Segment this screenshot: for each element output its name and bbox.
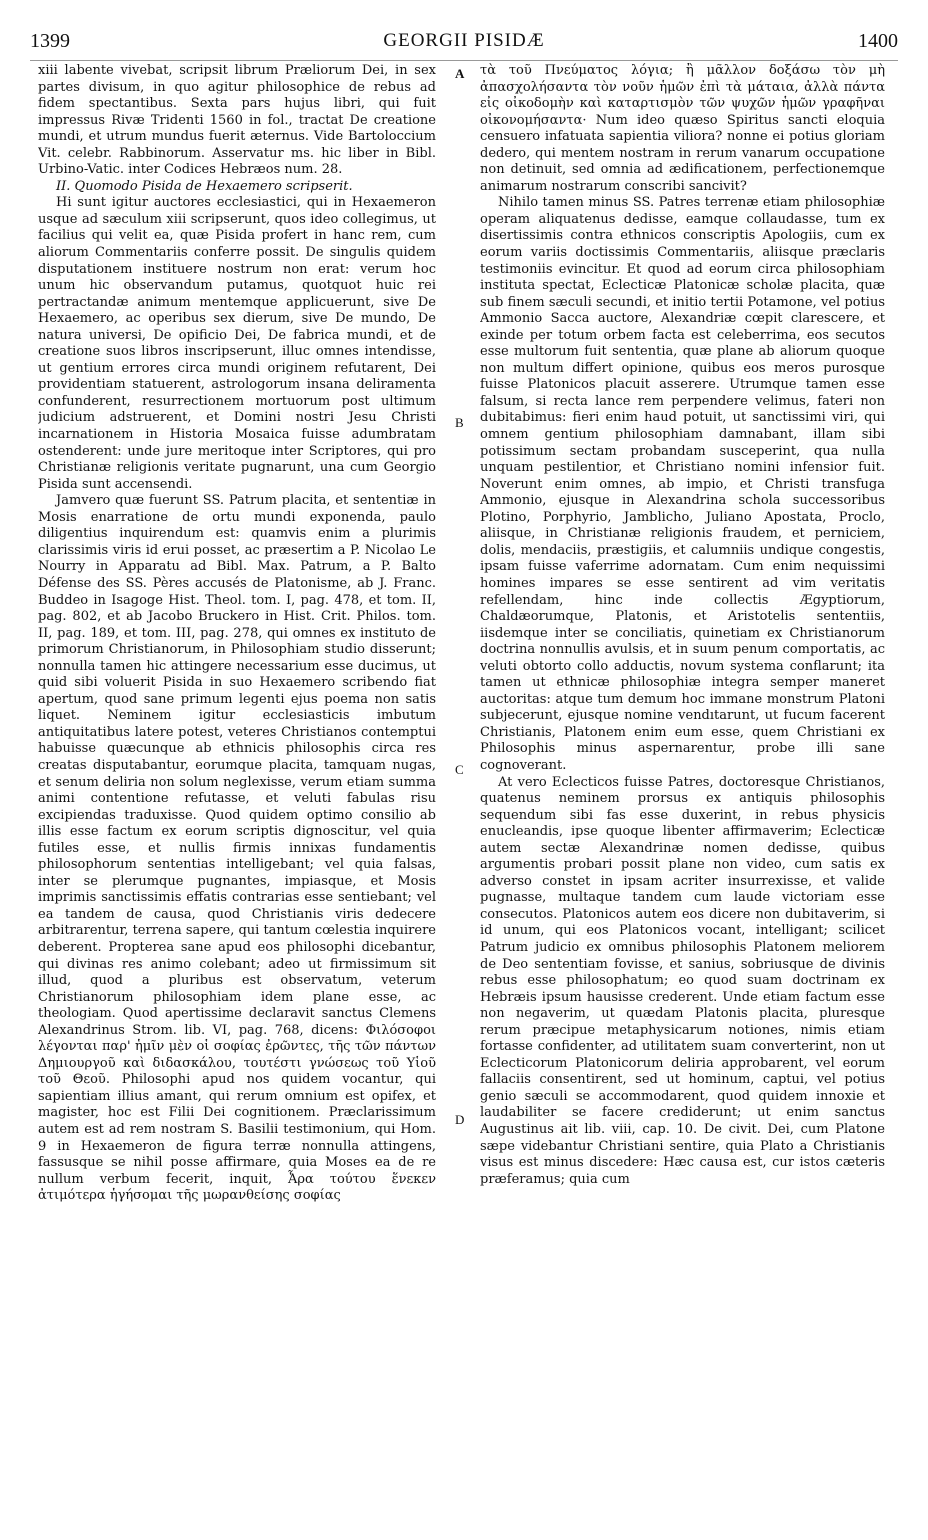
page-header (30, 30, 898, 56)
right-column (480, 63, 885, 1523)
paragraph: At vero Eclecticos fuisse Patres, doctoresque Christianos, quatenus neminem prorsus ex antiquis philosophis sequendum sibi fas esse duxerint, in rebus physicis enucleandis, ipse quoque libenter affirmaverim; Eclecticæ autem sectæ Alexandrinæ nomen dedisse, quibus argumentis probari possit plane non video, cum satis ex adverso constet in ipsam acriter insurrexisse, et valide pugnasse, multaque tandem cum laude victoriam esse consecutos. Platonicos autem eos dicere non dubitaverim, si id unum, qui eos Platonicos vocant, intelligant; scilicet Patrum judicio ex omnibus philosophis Platonem meliorem de Deo sententiam fovisse, et sanius, sobriusque de divinis rebus esse philosophatum; eo quod suam doctrinam ex Hebræis ipsum hausisse crederent. Unde etiam factum esse non negaverim, ut quædam Platonis placita, pluresque rerum præcipue metaphysicarum notiones, nimis etiam fortasse confidenter, ad utilitatem suam converterint, non ut Eclecticorum Platonicorum deliria approbarent, vel eorum fallaciis consentirent, sed ut hominum, captui, vel potius genio sæculi se accommodarent, quod quidem innoxie et laudabiliter se facere crediderunt; ut enim sanctus Augustinus ait lib. viii, cap. 10. De civit. Dei, cum Platone sæpe videbantur Christiani sentire, quia Plato a Christianis visus est minus discedere: Hæc causa est, cur istos cæteris præferamus; quia cum (480, 774, 885, 1187)
paragraph: Nihilo tamen minus SS. Patres terrenæ etiam philosophiæ operam aliquatenus dedisse, eamque collaudasse, tum ex disertissimis contra ethnicos conscriptis Apologiis, cum ex eorum variis doctissimis Commentariis, aliisque præclaris testimoniis evincitur. Et quod ad eorum circa philosophiam instituta spectat, Eclecticæ Platonicæ scholæ placita, quæ sub finem sæculi secundi, et initio tertii Potamone, vel potius Ammonio Sacca auctore, Alexandriæ cœpit clarescere, et exinde per totum orbem facta est celeberrima, eos secutos esse multorum fuit sententia, quæ plane ab aliorum quoque non multum differt opinione, quibus eos meros purosque fuisse Platonicos placuit asserere. Utrumque tamen esse falsum, si recta lance rem perpendere velimus, fateri non dubitabimus: fieri enim haud potuit, ut sanctissimi viri, qui omnem gentium philosophiam damnabant, illam sibi potissimum sectam probandam susceperint, qua nulla unquam pestilentior, et Christiano nomini infensior fuit. Noverunt enim omnes, ab impio, et Christi transfuga Ammonio, ejusque in Alexandrina schola successoribus Plotino, Porphyrio, Jamblicho, Juliano Apostata, Proclo, aliisque, in Christianæ religionis fraudem, et perniciem, dolis, mendaciis, præstigiis, et calumniis undique congestis, ipsam fuisse vaferrime adornatam. Cum enim nequissimi homines impares se esse sentirent ad vim veritatis refellendam, hinc inde collectis Ægyptiorum, Chaldæorumque, Platonis, et Aristotelis sententiis, iisdemque inter se conciliatis, quinetiam ex Christianorum doctrina nonnullis avulsis, et in suum penum comportatis, ac veluti obtorto collo adductis, novum systema conflarunt; ita tamen ut ethnicæ philosophiæ integra semper maneret auctoritas: atque tum demum hoc immane monstrum Platoni subjecerunt, ejusque nomine vendıtarunt, ut fucum facerent Christianis, Platonem enim eum esse, quem Christiani ex Philosophis minus aspernarentur, probe illi sane cognoverant. (480, 195, 885, 773)
margin-marker-c: C (455, 762, 464, 777)
running-title: GEORGII PISIDÆ (383, 30, 545, 51)
paragraph: Hi sunt igitur auctores ecclesiastici, qui in Hexaemeron usque ad sæculum xiii scripserunt, quos ideo collegimus, ut facilius qui velit ea, quæ Pisida profert in hanc rem, cum aliorum Commentariis conferre possit. De singulis quidem disputationem instituere nostrum non erat: verum hoc unum hic observandum putamus, quotquot huic rei pertractandæ animum mentemque applicuerunt, sive De Hexaemero, ac operibus sex dierum, sive De mundo, De natura universi, De opificio Dei, De fabrica mundi, et de creatione suos libros inscripserunt, illuc omnes intendisse, ut gentium errores circa mundi originem refutarent, Dei providentiam statuerent, astrologorum insana deliramenta confunderent, resurrectionem mortuorum post ultimum judicium adstruerent, et Domini nostri Jesu Christi incarnationem in Historia Mosaica fuisse adumbratam ostenderent: unde jure meritoque inter Scriptores, qui pro Christianæ religionis veritate pugnarunt, una cum Georgio Pisida sunt accensendi. (38, 195, 436, 492)
margin-marker-a: A (455, 66, 465, 81)
right-page-number: 1400 (858, 30, 898, 52)
margin-marker-b: B (455, 415, 464, 430)
margin-marker-d: D (455, 1112, 465, 1127)
header-rule (30, 60, 898, 61)
left-column (38, 63, 436, 1523)
section-heading: II. Quomodo Pisida de Hexaemero scripserit. (56, 178, 353, 194)
paragraph: xiii labente vivebat, scripsit librum Præliorum Dei, in sex partes divisum, in quo agitur philosophice de rebus ad fidem spectantibus. Sexta pars hujus libri, qui fuit impressus Rivæ Tridenti 1560 in fol., tractat De creatione mundi, et utrum mundus fuerit æternus. Vide Bartoloccium Vit. celebr. Rabbinorum. Asservatur ms. hic liber in Bibl. Urbino-Vatic. inter Codices Hebræos num. 28. (38, 63, 436, 178)
paragraph: τὰ τοῦ Πνεύματος λόγια; ἢ μᾶλλον δοξάσω τὸν μὴ ἀπασχολήσαντα τὸν νοῦν ἡμῶν ἐπὶ τὰ μάταια, ἀλλὰ πάντα εἰς οἰκοδομὴν καὶ καταρτισμὸν τῶν ψυχῶν ἡμῶν γραφῆναι οἰκονομήσαντα· Num ideo quæso Spiritus sancti eloquia censuero infatuata sapientia viliora? nonne ei potius gloriam dedero, qui mentem nostram in rerum vanarum occupatione non detinuit, sed omnia ad ædificationem, perfectionemque animarum nostrarum conscribi sancivit? (480, 63, 885, 194)
left-page-number: 1399 (30, 30, 70, 52)
paragraph: Jamvero quæ fuerunt SS. Patrum placita, et sententiæ in Mosis enarratione de ortu mundi exponenda, paulo diligentius inquirendum est: quamvis enim a plurimis clarissimis viris id erui posset, ac præsertim a P. Nicolao Le Nourry in Apparatu ad Bibl. Max. Patrum, a P. Balto Défense des SS. Pères accusés de Platonisme, ab J. Franc. Buddeo in Isagoge Hist. Theol. tom. I, pag. 478, et tom. II, pag. 802, et ab Jacobo Bruckero in Hist. Crit. Philos. tom. II, pag. 189, et tom. III, pag. 278, qui omnes ex instituto de primorum Christianorum, in Philosophiam studio disserunt; nonnulla tamen hic attingere necessarium esse ducimus, ut quid sibi voluerit Pisida in suo Hexaemero scribendo fiat apertum, quod sane primum legenti ejus poema non satis liquet. Neminem igitur ecclesiasticis imbutum antiquitatibus latere potest, veteres Christianos contemptui habuisse quæcunque ab ethnicis philosophis circa res creatas disputabantur, eorumque placita, tamquam nugas, et senum deliria non solum neglexisse, verum etiam summa animi contentione refutasse, et veluti fabulas risu excipiendas traduxisse. Quod quidem optimo consilio ab illis esse factum ex eorum scriptis dignoscitur, vel quia futiles esse, et nullis firmis innixas fundamentis philosophorum sententias intelligebant; vel quia falsas, inter se plerumque pugnantes, impiasque, et Mosis imprimis sanctissimis effatis contrarias esse sentiebant; vel ea tandem de causa, quod Christianis viris dedecere arbitrarentur, terrena sapere, qui tantum cœlestia inquirere deberent. Propterea sane apud eos philosophi dicebantur, qui divinas res animo colebant; adeo ut firmissimum sit illud, quod a pluribus est observatum, veterum Christianorum philosophiam idem plane esse, ac theologiam. Quod apertissime declaravit sanctus Clemens Alexandrinus Strom. lib. VI, pag. 768, dicens: Φιλόσοφοι λέγονται παρ' ἡμῖν μὲν οἱ σοφίας ἐρῶντες, τῆς τῶν πάντων Δημιουργοῦ καὶ διδασκάλου, τουτέστι γνώσεως τοῦ Υἱοῦ τοῦ Θεοῦ. Philosophi apud nos quidem vocantur, qui sapientiam illius amant, qui rerum omnium est opifex, et magister, hoc est Filii Dei cognitionem. Præclarissimum autem est ad rem nostram S. Basilii testimonium, qui Hom. 9 in Hexaemeron de figura terræ nonnulla attingens, fassusque se nihil posse affirmare, quia Moses ea de re nullum verbum fecerit, inquit, Ἆρα τούτου ἕνεκεν ἀτιμότερα ἡγήσομαι τῆς μωρανθείσης σοφίας (38, 493, 436, 1204)
